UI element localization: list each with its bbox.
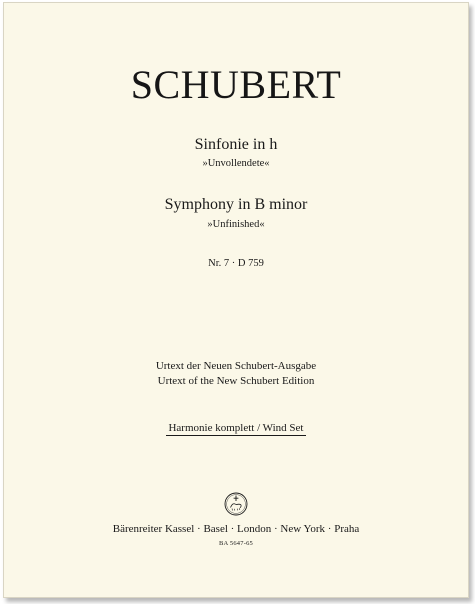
work-title-german: Sinfonie in h	[194, 136, 278, 153]
baerenreiter-logo-icon	[224, 492, 248, 516]
work-nickname-german: »Unvollendete«	[202, 158, 270, 169]
work-title-english: Symphony in B minor	[164, 196, 308, 213]
edition-part-label: Harmonie komplett / Wind Set	[168, 422, 304, 434]
publisher-logo-container	[4, 492, 468, 521]
catalog-number-line: Nr. 7 · D 759	[208, 258, 264, 269]
composer-name: SCHUBERT	[130, 62, 342, 107]
edition-part-container	[4, 418, 468, 436]
work-nickname-english: »Unfinished«	[207, 219, 265, 230]
publisher-catalog-number: BA 5647-65	[219, 540, 253, 547]
urtext-line-german: Urtext der Neuen Schubert-Ausgabe	[155, 360, 317, 372]
urtext-line-english: Urtext of the New Schubert Edition	[157, 375, 315, 387]
score-cover	[3, 2, 469, 598]
publisher-cities: Bärenreiter Kassel · Basel · London · New York · Praha	[112, 523, 360, 535]
